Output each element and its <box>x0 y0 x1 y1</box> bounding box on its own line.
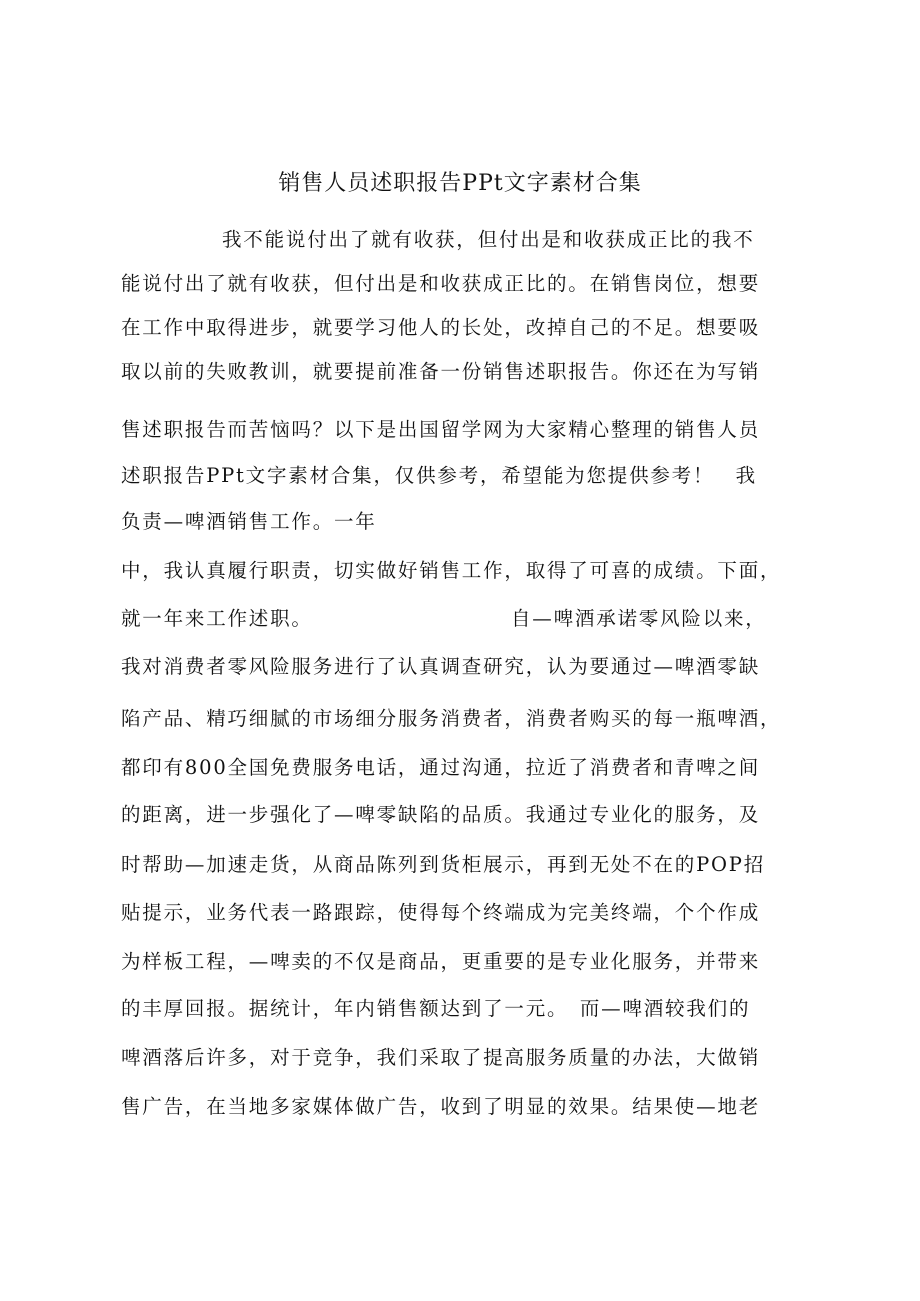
body-line-6: 述职报告PPt文字素材合集，仅供参考，希望能为您提供参考！ 我 <box>121 464 757 487</box>
body-line-7: 负责—啤酒销售工作。一年 <box>121 510 377 533</box>
body-line-5: 售述职报告而苦恼吗？以下是出国留学网为大家精心整理的销售人员 <box>121 418 761 441</box>
body-line-13: 都印有800全国免费服务电话，通过沟通，拉近了消费者和青啤之间 <box>121 756 761 779</box>
body-line-4: 取以前的失败教训，就要提前准备一份销售述职报告。你还在为写销 <box>121 360 761 383</box>
body-line-1: 我不能说付出了就有收获，但付出是和收获成正比的我不 <box>222 228 755 251</box>
body-line-12: 陷产品、精巧细腻的市场细分服务消费者，消费者购买的每一瓶啤酒， <box>121 707 782 730</box>
body-line-3: 在工作中取得进步，就要学习他人的长处，改掉自己的不足。想要吸 <box>121 316 761 339</box>
body-line-17: 为样板工程，—啤卖的不仅是商品，更重要的是专业化服务，并带来 <box>121 950 761 973</box>
body-line-2: 能说付出了就有收获，但付出是和收获成正比的。在销售岗位，想要 <box>121 272 761 295</box>
body-line-19: 啤酒落后许多，对于竞争，我们采取了提高服务质量的办法，大做销 <box>121 1046 761 1069</box>
body-line-18: 的丰厚回报。据统计，年内销售额达到了一元。 而—啤酒较我们的 <box>121 997 751 1020</box>
body-line-20: 售广告，在当地多家媒体做广告，收到了明显的效果。结果使—地老 <box>121 1095 761 1118</box>
document-title: 销售人员述职报告PPt文字素材合集 <box>278 171 642 196</box>
body-line-9: 就一年来工作述职。 <box>121 607 313 630</box>
body-line-11: 我对消费者零风险服务进行了认真调查研究，认为要通过—啤酒零缺 <box>121 655 761 678</box>
body-line-10: 自—啤酒承诺零风险以来， <box>511 607 767 630</box>
body-line-8: 中，我认真履行职责，切实做好销售工作，取得了可喜的成绩。下面， <box>121 559 782 582</box>
body-line-15: 时帮助—加速走货，从商品陈列到货柜展示，再到无处不在的POP招 <box>121 853 766 876</box>
body-line-16: 贴提示，业务代表一路跟踪，使得每个终端成为完美终端，个个作成 <box>121 901 761 924</box>
body-line-14: 的距离，进一步强化了—啤零缺陷的品质。我通过专业化的服务，及 <box>121 803 761 826</box>
